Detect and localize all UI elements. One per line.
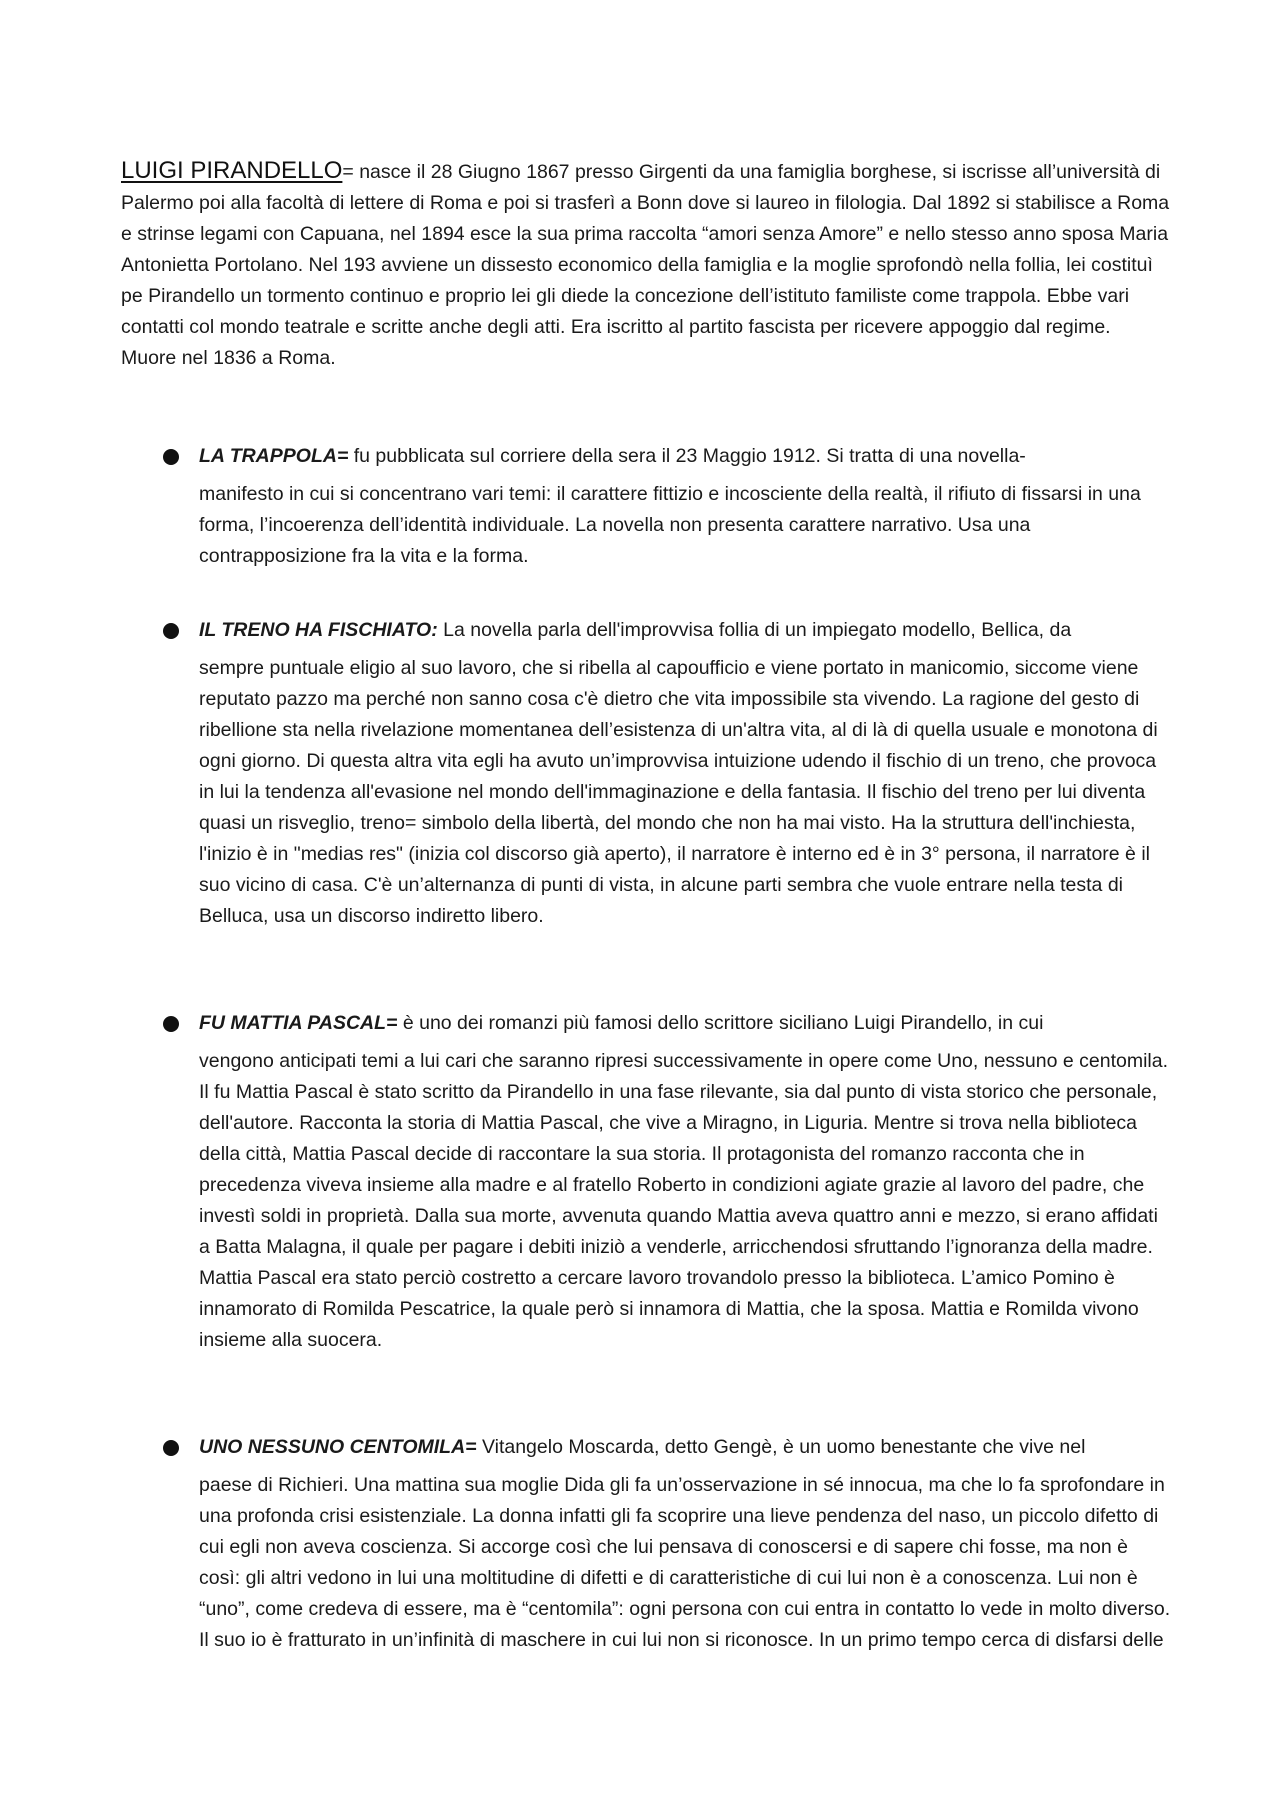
author-heading: LUIGI PIRANDELLO (121, 157, 343, 184)
bullet-icon (163, 1440, 179, 1456)
intro-paragraph (121, 155, 1171, 374)
work-first-line: è uno dei romanzi più famosi dello scrittore siciliano Luigi Pirandello, in cui (397, 1012, 1044, 1034)
work-description: manifesto in cui si concentrano vari temi: il carattere fittizio e incosciente della realtà, il rifiuto di fissarsi in una forma, l’incoerenza dell’identità individuale. La novella non presenta carattere narrativo. Usa una contrapposizione fra la vita e la forma. (199, 483, 1141, 567)
bullet-icon (163, 449, 179, 465)
list-item-la-trappola (163, 441, 1173, 572)
list-item-fu-mattia-pascal (163, 1008, 1173, 1356)
work-description: sempre puntuale eligio al suo lavoro, che si ribella al capoufficio e viene portato in manicomio, siccome viene reputato pazzo ma perché non sanno cosa c'è dietro che vita impossibile sta vivendo. La ragione del gesto di ribellione sta nella rivelazione momentanea dell’esistenza di un'altra vita, al di là di quella usuale e monotona di ogni giorno. Di questa altra vita egli ha avuto un’improvvisa intuizione udendo il fischio di un treno, che provoca in lui la tendenza all'evasione nel mondo dell'immaginazione e della fantasia. Il fischio del treno per lui diventa quasi un risveglio, treno= simbolo della libertà, del mondo che non ha mai visto. Ha la struttura dell'inchiesta, l'inizio è in "medias res" (inizia col discorso già aperto), il narratore è interno ed è in 3° persona, il narratore è il suo vicino di casa. C'è un’alternanza di punti di vista, in alcune parti sembra che vuole entrare nella testa di Belluca, usa un discorso indiretto libero. (199, 657, 1158, 927)
work-description: vengono anticipati temi a lui cari che saranno ripresi successivamente in opere come Uno, nessuno e centomila. Il fu Mattia Pascal è stato scritto da Pirandello in una fase rilevante, sia dal punto di vista storico che personale, dell'autore. Racconta la storia di Mattia Pascal, che vive a Miragno, in Liguria. Mentre si trova nella biblioteca della città, Mattia Pascal decide di raccontare la sua storia. Il protagonista del romanzo racconta che in precedenza viveva insieme alla madre e al fratello Roberto in condizioni agiate grazie al lavoro del padre, che investì soldi in proprietà. Dalla sua morte, avvenuta quando Mattia aveva quattro anni e mezzo, si erano affidati a Batta Malagna, il quale per pagare i debiti iniziò a venderle, arricchendosi sfruttando l’ignoranza della madre. Mattia Pascal era stato perciò costretto a cercare lavoro trovandolo presso la biblioteca. L’amico Pomino è innamorato di Romilda Pescatrice, la quale però si innamora di Mattia, che la sposa. Mattia e Romilda vivono insieme alla suocera. (199, 1050, 1169, 1351)
work-first-line: fu pubblicata sul corriere della sera il 23 Maggio 1912. Si tratta di una novella- (348, 445, 1026, 467)
work-first-line: Vitangelo Moscarda, detto Gengè, è un uomo benestante che vive nel (476, 1436, 1086, 1458)
list-item-il-treno-ha-fischiato (163, 615, 1173, 932)
work-first-line: La novella parla dell'improvvisa follia di un impiegato modello, Bellica, da (437, 619, 1072, 641)
work-title: FU MATTIA PASCAL= (199, 1012, 398, 1034)
list-item-uno-nessuno-centomila (163, 1432, 1173, 1656)
bullet-icon (163, 623, 179, 639)
work-title: UNO NESSUNO CENTOMILA= (199, 1436, 477, 1458)
list-item-text (199, 615, 1173, 932)
list-item-text (199, 1432, 1173, 1656)
list-item-text (199, 1008, 1173, 1356)
work-title: IL TRENO HA FISCHIATO: (199, 619, 438, 641)
intro-body: = nasce il 28 Giugno 1867 presso Girgenti da una famiglia borghese, si iscrisse all’università di Palermo poi alla facoltà di lettere di Roma e poi si trasferì a Bonn dove si laureo in filologia. Dal 1892 si stabilisce a Roma e strinse legami con Capuana, nel 1894 esce la sua prima raccolta “amori senza Amore” e nello stesso anno sposa Maria Antonietta Portolano. Nel 193 avviene un dissesto economico della famiglia e la moglie sprofondò nella follia, lei costituì pe Pirandello un tormento continuo e proprio lei gli diede la concezione dell’istituto familiste come trappola. Ebbe vari contatti col mondo teatrale e scritte anche degli atti. Era iscritto al partito fascista per ricevere appoggio dal regime. Muore nel 1836 a Roma. (121, 161, 1170, 369)
work-title: LA TRAPPOLA= (199, 445, 349, 467)
list-item-text (199, 441, 1173, 572)
bullet-icon (163, 1016, 179, 1032)
work-description: paese di Richieri. Una mattina sua moglie Dida gli fa un’osservazione in sé innocua, ma che lo fa sprofondare in una profonda crisi esistenziale. La donna infatti gli fa scoprire una lieve pendenza del naso, un piccolo difetto di cui egli non aveva coscienza. Si accorge così che lui pensava di conoscersi e di sapere chi fosse, ma non è così: gli altri vedono in lui una moltitudine di difetti e di caratteristiche di cui lui non è a conoscenza. Lui non è “uno”, come credeva di essere, ma è “centomila”: ogni persona con cui entra in contatto lo vede in molto diverso. Il suo io è fratturato in un’infinità di maschere in cui lui non si riconosce. In un primo tempo cerca di disfarsi delle (199, 1474, 1171, 1651)
